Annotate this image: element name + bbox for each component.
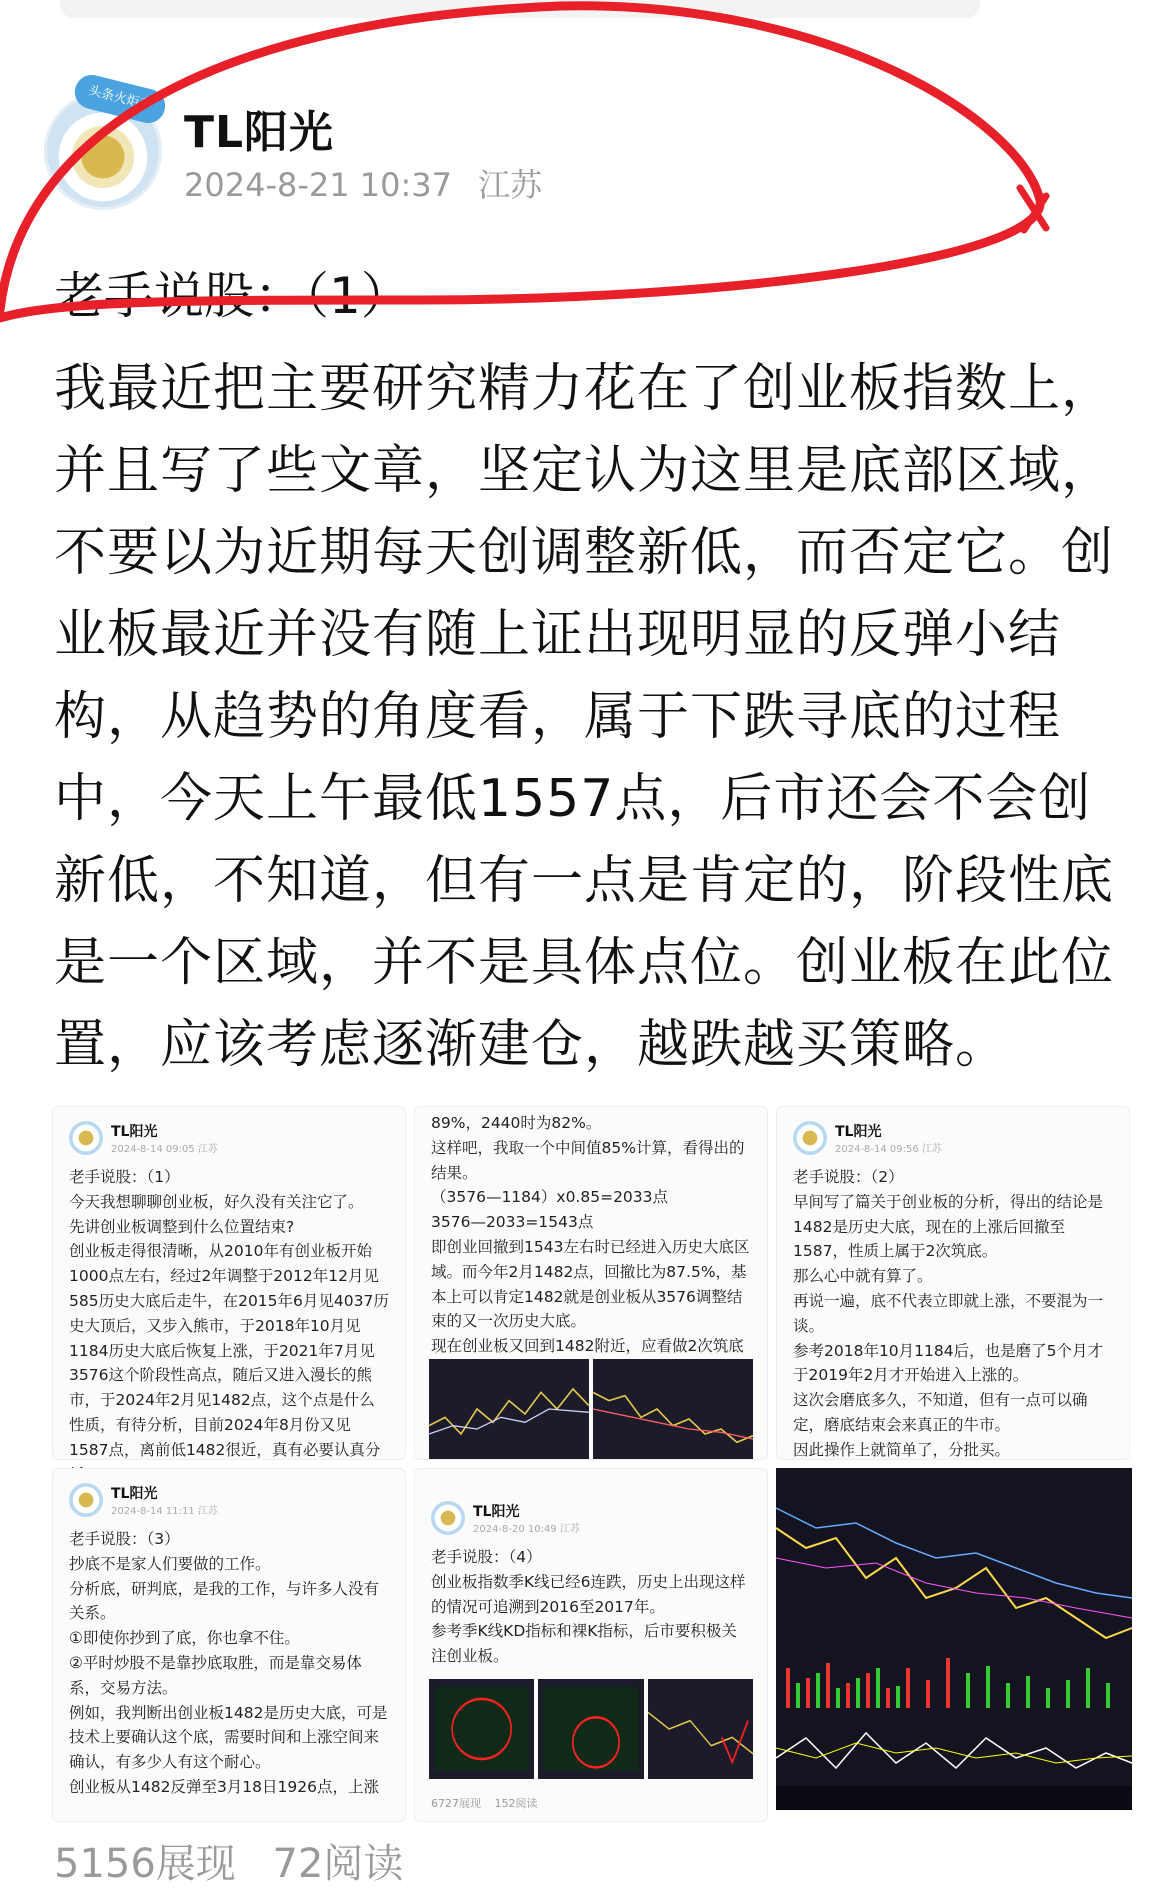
image-card-2[interactable] [414, 1106, 768, 1460]
chart-image[interactable] [776, 1468, 1132, 1810]
card-text [53, 1165, 405, 1487]
card-line: 创业板走得很清晰，从2010年有创业板开始1000点左右，经过2年调整于2012年12月见585历史大底后走牛，在2015年6月见4037历史大顶后，又步入熊市，于2018年10月见1184历史大底后恢复上涨，于2021年7月见3576这个阶段性高点，随后又进入漫长的熊市，于2024年2月见1482点，这个点是什么性质，有待分析，目前2024年8月份又见1587点，离前低1482很近，真有必要认真分 [69, 1242, 389, 1459]
card-line: 老手说股：（3） [69, 1530, 180, 1548]
card-author: TL阳光 [473, 1504, 520, 1520]
card-line: 今天我想聊聊创业板，好久没有关注它了。 [69, 1192, 364, 1211]
card-date: 2024-8-14 09:05 江苏 [111, 1144, 218, 1155]
post-views: 5156展现 [54, 1841, 236, 1887]
card-date: 2024-8-14 11:11 江苏 [111, 1506, 218, 1517]
card-text [777, 1165, 1129, 1463]
card-text [415, 1545, 767, 1669]
card-line: 89%，2440时为82%。 [431, 1114, 602, 1132]
card-line: 分析底，研判底，是我的工作，与许多人没有关系。 [69, 1579, 380, 1623]
card-line: 参考2018年10月1184后，也是磨了5个月才于2019年2月才开始进入上涨的。 [793, 1341, 1103, 1385]
card-text [53, 1527, 405, 1800]
avatar-badge: 头条火炬手 [71, 71, 168, 126]
card-author: TL阳光 [111, 1486, 158, 1502]
card-line: （3576—1184）x0.85=2033点 [431, 1188, 669, 1207]
post-reads: 72阅读 [272, 1841, 404, 1887]
card-line: 创业板指数季K线已经6连跌，历史上出现这样的情况可追溯到2016至2017年。 [431, 1572, 746, 1616]
image-card-1[interactable] [52, 1106, 406, 1460]
card-views: 6727展现 [431, 1797, 481, 1810]
card-line: 3576—2033=1543点 [431, 1213, 594, 1232]
chart-thumbnail [429, 1359, 589, 1459]
card-line: ①即使你抄到了底，你也拿不住。 [69, 1629, 300, 1648]
image-card-3[interactable] [776, 1106, 1130, 1460]
image-card-4[interactable] [52, 1468, 406, 1822]
card-avatar [69, 1483, 103, 1517]
top-bar [60, 0, 980, 18]
card-line: 创业板从1482反弹至3月18日1926点，上涨 [69, 1777, 379, 1796]
card-line: 老手说股：（1） [69, 1168, 180, 1186]
card-avatar [431, 1501, 465, 1535]
card-avatar [69, 1121, 103, 1155]
author-name[interactable]: TL阳光 [184, 107, 335, 158]
chart-thumbnail [538, 1679, 643, 1779]
post-date: 2024-8-21 10:37 [184, 166, 452, 204]
chart-thumbnail [648, 1679, 753, 1779]
card-line: 例如，我判断出创业板1482是历史大底，可是技术上要确认这个底，需要时间和上涨空间来确认，有多少人有这个耐心。 [69, 1703, 388, 1772]
card-line: 这次会磨底多久，不知道，但有一点可以确定，磨底结束会来真正的牛市。 [793, 1391, 1088, 1434]
card-line: 那么心中就有算了。 [793, 1267, 933, 1286]
card-line: 参考季K线KD指标和裸K指标，后市要积极关注创业板。 [431, 1622, 737, 1666]
card-line: 早间写了篇关于创业板的分析，得出的结论是1482是历史大底，现在的上涨后回撤至1587，性质上属于2次筑底。 [793, 1192, 1104, 1261]
card-date: 2024-8-14 09:56 江苏 [835, 1144, 942, 1155]
card-stats [431, 1795, 548, 1811]
card-line: 因此操作上就简单了，分批买。 [793, 1440, 1011, 1459]
post-body: 我最近把主要研究精力花在了创业板指数上，并且写了些文章，坚定认为这里是底部区域，不要以为近期每天创调整新低，而否定它。创业板最近并没有随上证出现明显的反弹小结构，从趋势的角度看，属于下跌寻底的过程中，今天上午最低1557点，后市还会不会创新低，不知道，但有一点是肯定的，阶段性底是一个区域，并不是具体点位。创业板在此位置，应该考虑逐渐建仓，越跌越买策略。 [54, 359, 1115, 1075]
card-line: 先讲创业板调整到什么位置结束? [69, 1217, 295, 1236]
card-line: 抄底不是家人们要做的工作。 [69, 1554, 271, 1573]
chart-thumbnail [593, 1359, 753, 1459]
card-line: 现在创业板又回到1482附近，应看做2次筑底 [431, 1337, 744, 1356]
card-author: TL阳光 [111, 1124, 158, 1140]
card-line: 这样吧，我取一个中间值85%计算，看得出的结果。 [431, 1138, 745, 1182]
card-date: 2024-8-20 10:49 江苏 [473, 1524, 580, 1535]
card-line: 再说一遍，底不代表立即就上涨，不要混为一谈。 [793, 1291, 1104, 1335]
card-avatar [793, 1121, 827, 1155]
card-reads: 152阅读 [494, 1797, 538, 1810]
chart-thumbnail [429, 1679, 534, 1779]
image-card-5[interactable] [414, 1468, 768, 1822]
card-line: 老手说股：（4） [431, 1548, 542, 1566]
card-line: 即创业回撤到1543左右时已经进入历史大底区域。而今年2月1482点，回撤比为87.5%，基本上可以肯定1482就是创业板从3576调整结束的又一次历史大底。 [431, 1237, 750, 1331]
card-text [415, 1107, 767, 1384]
card-author: TL阳光 [835, 1124, 882, 1140]
post-meta [184, 160, 558, 206]
post-stats [54, 1832, 427, 1889]
card-line: 老手说股：（2） [793, 1168, 904, 1186]
card-line: ②平时炒股不是靠抄底取胜，而是靠交易体系，交易方法。 [69, 1653, 362, 1697]
post-location: 江苏 [478, 166, 543, 204]
post-title: 老手说股：（1） [54, 267, 411, 325]
